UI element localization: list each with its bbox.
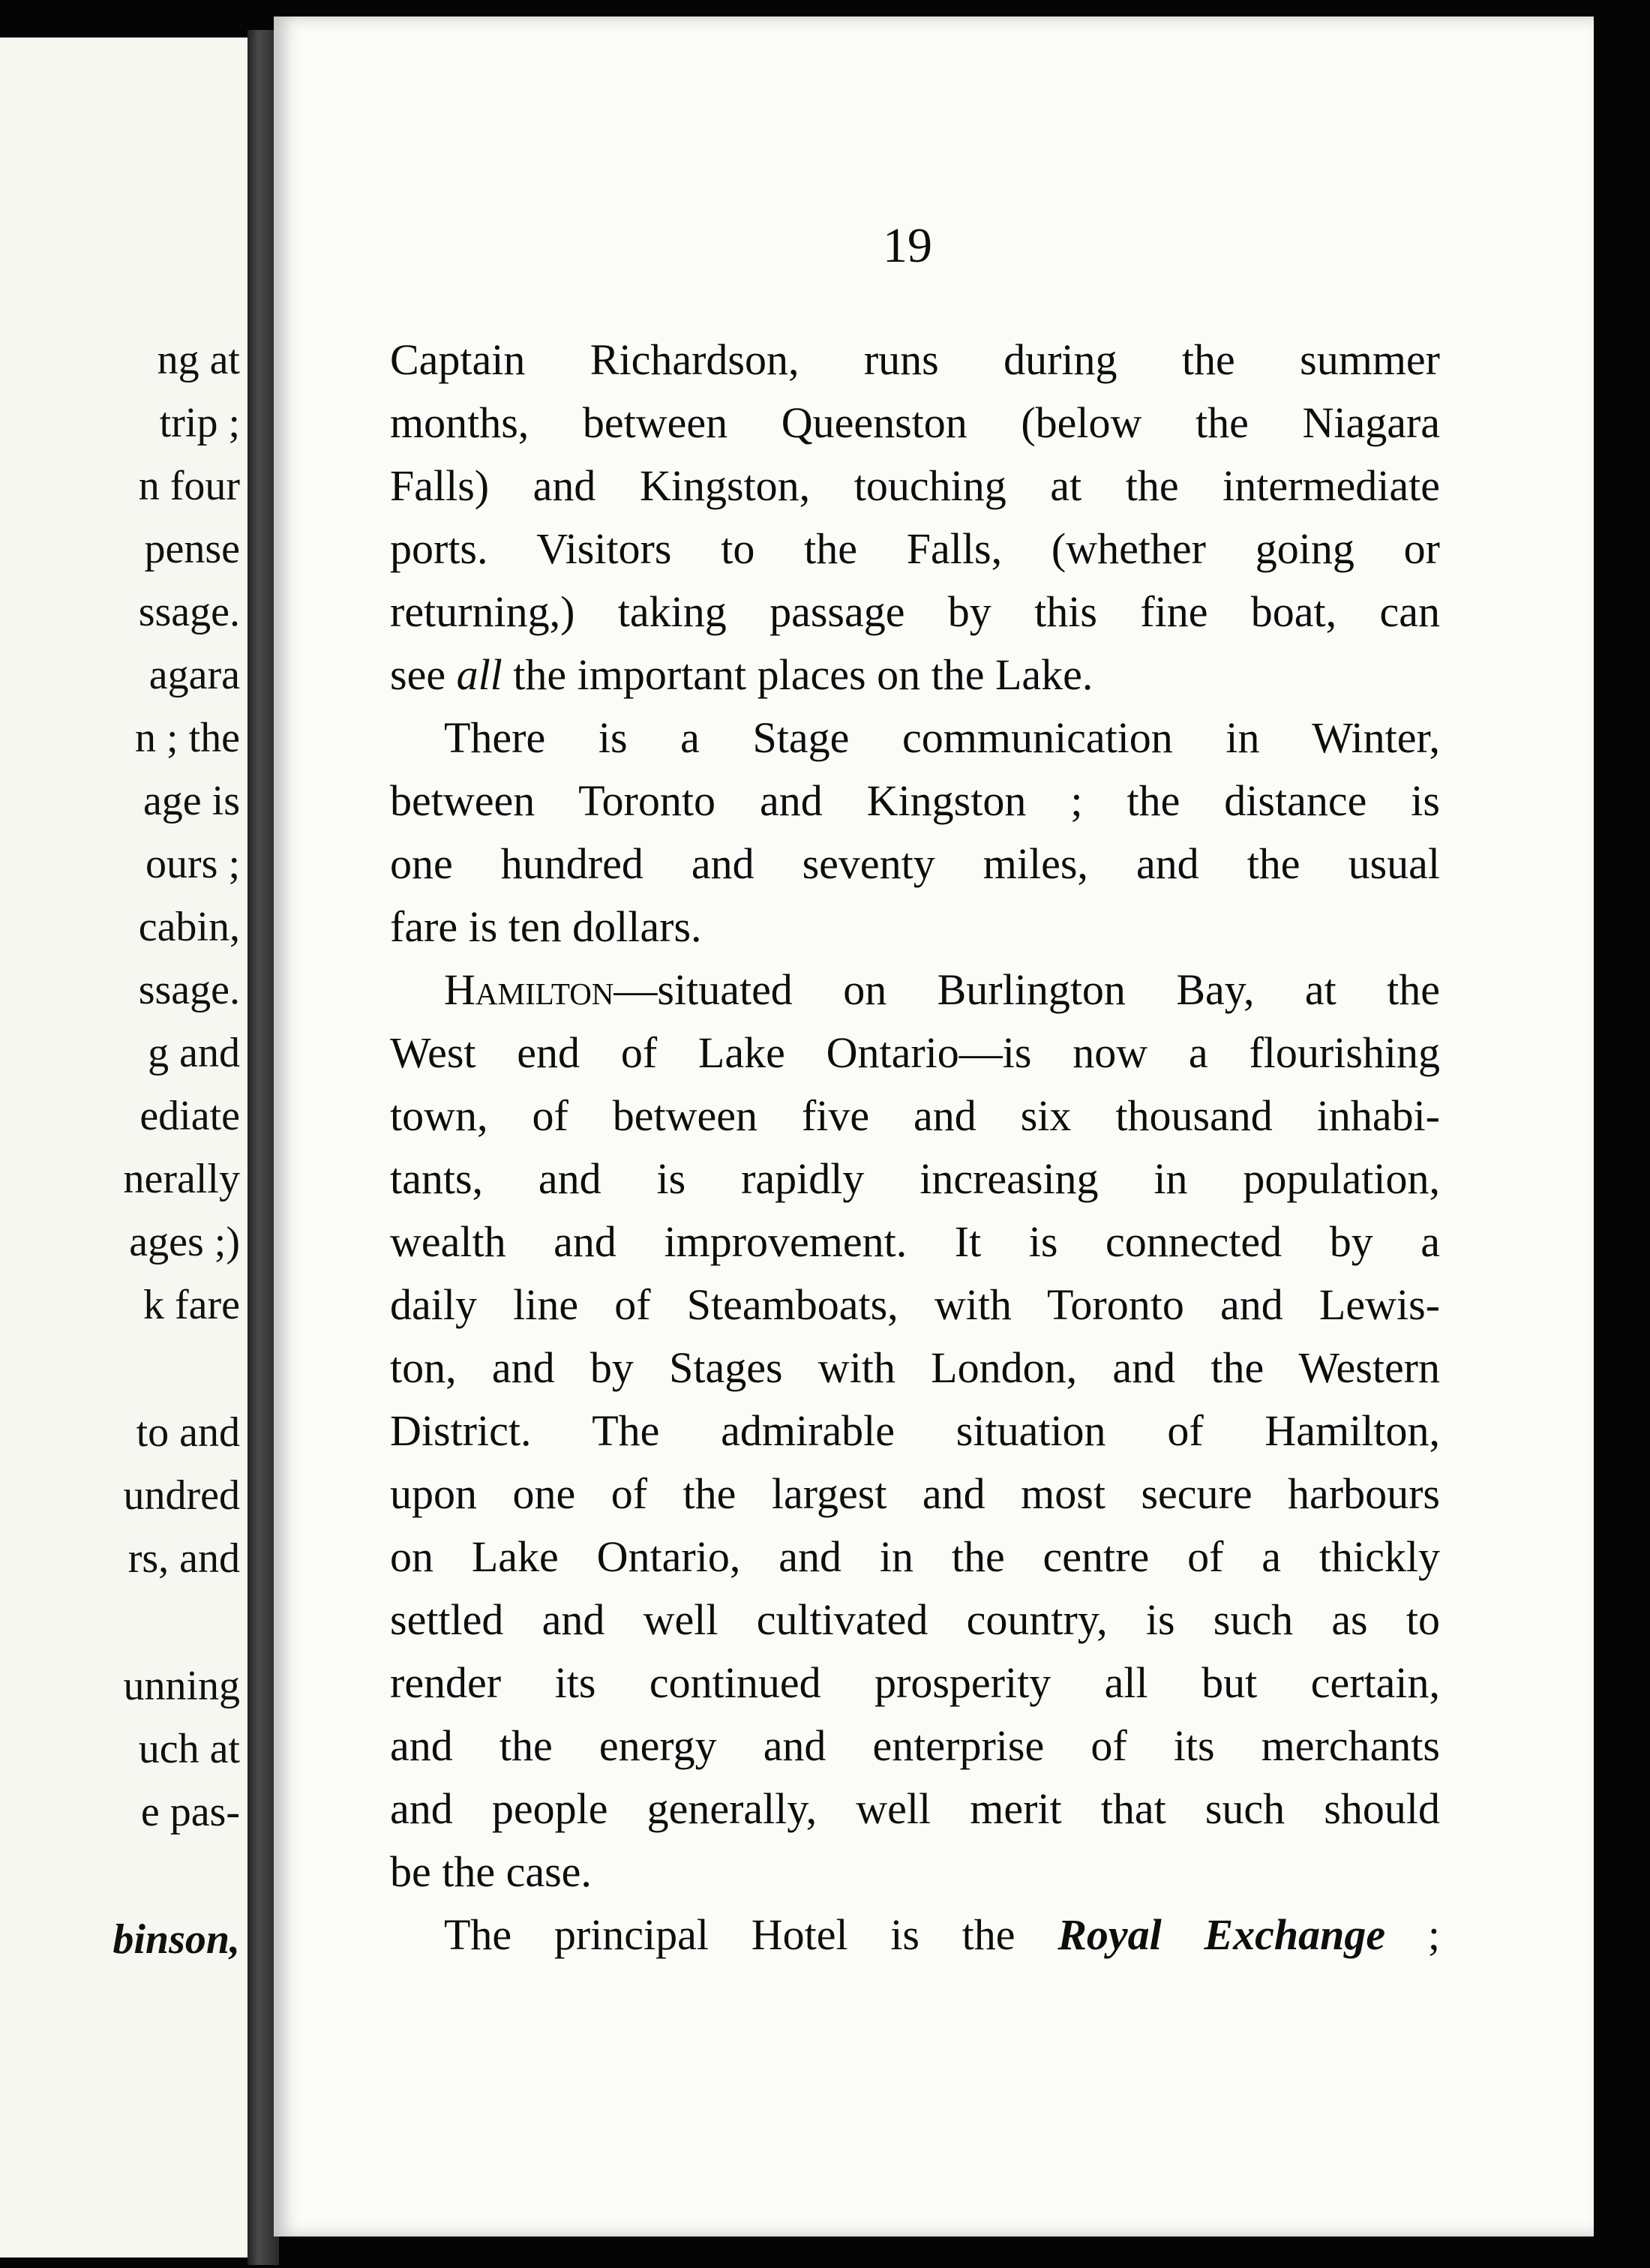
left-fragment: trip ; [159, 400, 240, 446]
text-line: fare is ten dollars. [390, 902, 702, 951]
left-fragment: k fare [142, 1282, 240, 1328]
left-fragment: undred [123, 1472, 240, 1519]
text-line [390, 1904, 1440, 1966]
left-fragment: ediate [140, 1093, 240, 1139]
paragraph [390, 958, 1440, 1904]
text-line: and people generally, well merit that such should [390, 1784, 1440, 1833]
left-fragment: uch at [138, 1726, 240, 1772]
left-fragment: ssage. [138, 589, 240, 635]
text-line: be the case. [390, 1847, 592, 1896]
text-line: District. The admirable situation of Hamilton, [390, 1406, 1440, 1455]
text-line: one hundred and seventy miles, and the usual [390, 839, 1440, 888]
text-line: between Toronto and Kingston ; the distance is [390, 776, 1440, 825]
text-run: ; [1385, 1910, 1440, 1959]
left-fragment: ages ;) [129, 1219, 240, 1265]
paragraph [390, 1904, 1440, 1966]
paragraph [390, 328, 1440, 706]
page-number: 19 [883, 218, 932, 273]
left-fragment: to and [136, 1409, 240, 1456]
text-line: ports. Visitors to the Falls, (whether going or [390, 524, 1440, 573]
left-fragment: unning [123, 1663, 240, 1709]
text-line: town, of between five and six thousand inhabi- [390, 1091, 1440, 1140]
left-fragment: pense [144, 526, 240, 572]
text-line: Falls) and Kingston, touching at the intermediate [390, 461, 1440, 510]
page-edge-shadow [1594, 8, 1650, 2268]
left-fragment: e pas- [140, 1789, 240, 1835]
left-fragment: g and [148, 1030, 240, 1076]
left-fragment: ours ; [146, 841, 240, 887]
left-fragment: rs, and [128, 1535, 240, 1582]
left-fragment: n four [138, 463, 240, 509]
text-run: The principal Hotel is the [444, 1910, 1058, 1959]
left-fragment: agara [148, 652, 240, 698]
left-fragment: binson, [112, 1916, 240, 1963]
left-fragment: cabin, [138, 904, 240, 950]
text-line: ton, and by Stages with London, and the Western [390, 1343, 1440, 1392]
paragraph [390, 706, 1440, 958]
left-fragment: ng at [157, 337, 240, 383]
text-line: tants, and is rapidly increasing in population, [390, 1154, 1440, 1203]
text-line: settled and well cultivated country, is such as to [390, 1595, 1440, 1644]
text-line [390, 644, 1440, 706]
hotel-name: Royal Exchange [1058, 1910, 1386, 1959]
text-line: and the energy and enterprise of its merchants [390, 1721, 1440, 1770]
page-body [390, 328, 1440, 1966]
left-fragment: nerally [123, 1156, 240, 1202]
left-fragment: age is [142, 778, 240, 824]
text-line: on Lake Ontario, and in the centre of a thickly [390, 1532, 1440, 1581]
text-line: West end of Lake Ontario—is now a flourishing [390, 1028, 1440, 1077]
left-fragment: n ; the [135, 715, 240, 761]
text-line: render its continued prosperity all but certain, [390, 1658, 1440, 1707]
text-line: returning,) taking passage by this fine boat, can [390, 587, 1440, 636]
text-run: the important places on the Lake. [502, 650, 1094, 699]
text-line: upon one of the largest and most secure harbours [390, 1469, 1440, 1518]
left-fragment: ssage. [138, 967, 240, 1013]
text-run: —situated on Burlington Bay, at the [614, 965, 1440, 1014]
place-name: Hamilton [444, 965, 614, 1014]
text-line: daily line of Steamboats, with Toronto and Lewis- [390, 1280, 1440, 1329]
emphasis-text: all [456, 650, 502, 699]
text-line: wealth and improvement. It is connected by a [390, 1217, 1440, 1266]
text-line: Captain Richardson, runs during the summer [390, 335, 1440, 384]
text-run: see [390, 650, 457, 699]
text-line: months, between Queenston (below the Niagara [390, 398, 1440, 447]
text-line [390, 958, 1440, 1022]
text-line: There is a Stage communication in Winter, [444, 713, 1440, 762]
left-page [0, 38, 248, 2258]
